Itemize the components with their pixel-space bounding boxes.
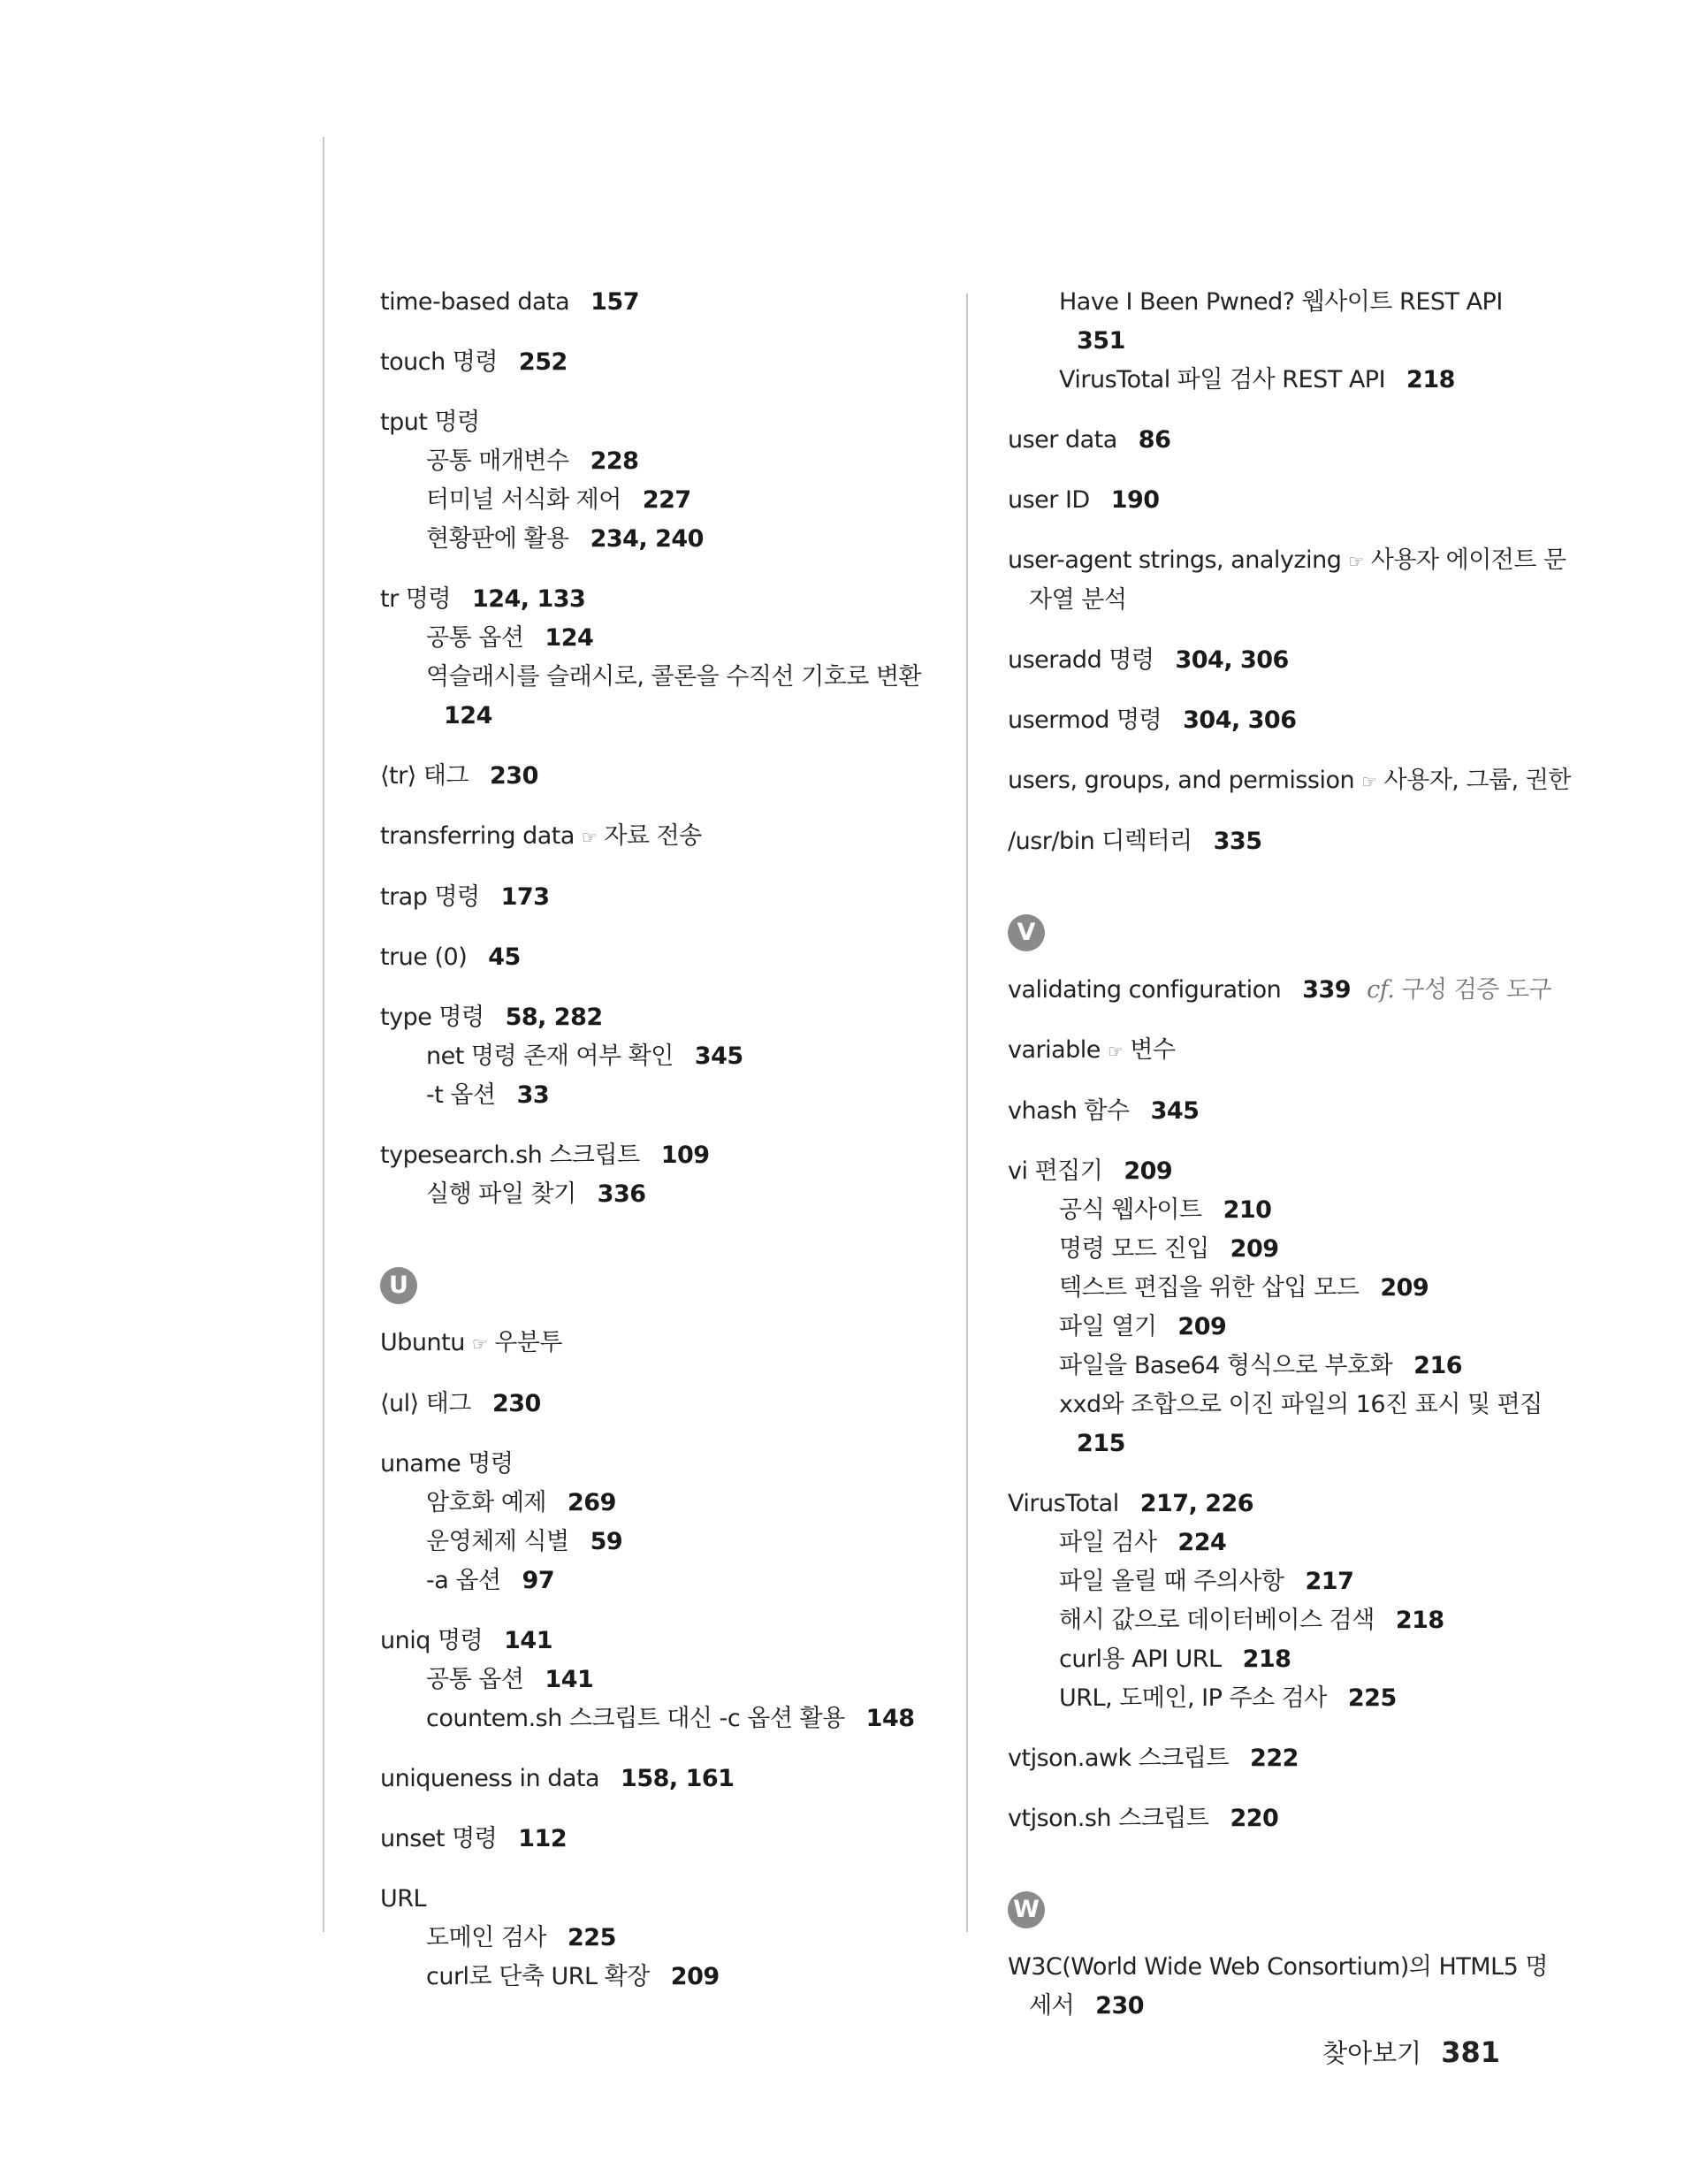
entry-pages: 217, 226: [1139, 1490, 1254, 1517]
sub-entry: [1008, 1523, 1556, 1562]
sub-term: 파일을 Base64 형식으로 부호화: [1059, 1352, 1393, 1379]
index-entry: [1008, 541, 1566, 620]
sub-entry-continuation: [1008, 322, 1556, 361]
entry-term: vi 편집기: [1008, 1157, 1103, 1185]
index-entry: [1008, 701, 1556, 740]
sub-entry: [1008, 361, 1556, 400]
entry-term: user ID: [1008, 486, 1090, 514]
index-column-right: [1008, 283, 1571, 2047]
see-reference: 사용자 에이전트 문: [1370, 546, 1566, 574]
entry-pages: 124, 133: [471, 585, 586, 613]
index-entry: [1008, 421, 1556, 460]
sub-term: 공통 옵션: [426, 1666, 524, 1693]
sub-entry: [380, 1958, 928, 1997]
sub-entry: [380, 520, 928, 559]
index-entry: [380, 343, 928, 382]
entry-term: URL: [380, 1885, 427, 1913]
entry-pages: 230: [1095, 1992, 1145, 2020]
entry-pages: 112: [518, 1825, 568, 1852]
sub-entry: [380, 442, 928, 481]
entry-term: variable: [1008, 1036, 1101, 1064]
footer-label: 찾아보기: [1322, 2038, 1422, 2068]
pointing-hand-icon: ☞: [581, 827, 598, 848]
sub-pages: 351: [1077, 327, 1125, 355]
sub-pages: 97: [522, 1567, 555, 1594]
index-entry: [380, 1820, 928, 1859]
index-entry: [1008, 971, 1556, 1010]
entry-continuation: 자열 분석: [1029, 586, 1127, 614]
left-margin-rule: [323, 137, 324, 1932]
sub-term: -t 옵션: [426, 1081, 496, 1109]
index-column-left: [380, 283, 928, 2018]
entry-pages: 58, 282: [505, 1004, 603, 1031]
sub-pages: 124: [545, 624, 594, 652]
entry-term: tput 명령: [380, 409, 480, 436]
index-entry: [1008, 1948, 1556, 2026]
index-entry: [1008, 1031, 1556, 1071]
see-reference: 사용자, 그룹, 권한: [1383, 767, 1571, 794]
sub-term: 공식 웹사이트: [1059, 1196, 1202, 1224]
entry-term: true (0): [380, 943, 468, 971]
sub-term: 파일 검사: [1059, 1529, 1157, 1556]
sub-entry: [380, 1661, 928, 1699]
sub-pages: 336: [597, 1180, 646, 1208]
index-entry: [1008, 1799, 1556, 1838]
sub-pages: 225: [568, 1924, 616, 1951]
sub-term: 도메인 검사: [426, 1924, 546, 1951]
sub-pages: 124: [444, 702, 492, 729]
sub-pages: 225: [1347, 1684, 1397, 1712]
entry-term: type 명령: [380, 1004, 484, 1031]
index-entry: [380, 878, 928, 917]
entry-pages: 252: [518, 348, 568, 376]
entry-term: vtjson.awk 스크립트: [1008, 1745, 1230, 1772]
index-entry: [380, 1324, 928, 1363]
sub-term: 공통 옵션: [426, 624, 524, 652]
sub-pages: 217: [1305, 1568, 1354, 1595]
sub-term: 실행 파일 찾기: [426, 1180, 576, 1208]
sub-pages: 209: [1380, 1274, 1429, 1302]
sub-term: 해시 값으로 데이터베이스 검색: [1059, 1607, 1375, 1634]
column-divider: [966, 294, 968, 1932]
entry-pages: 190: [1110, 486, 1160, 514]
index-entry: [1008, 1485, 1556, 1718]
compare-reference: [1367, 976, 1551, 1004]
sub-entry: [1008, 1386, 1556, 1424]
index-entry: [380, 1880, 928, 1997]
sub-pages: 216: [1413, 1352, 1463, 1379]
sub-pages: 209: [1177, 1313, 1227, 1340]
sub-entry: [1008, 1230, 1556, 1269]
sub-pages: 345: [694, 1042, 743, 1070]
page-footer: [1322, 2034, 1500, 2070]
sub-entry: [380, 1562, 928, 1600]
sub-term: curl용 API URL: [1059, 1646, 1222, 1673]
index-entry: [1008, 822, 1556, 861]
page-number: 381: [1441, 2035, 1500, 2069]
entry-continuation: [1008, 1987, 1556, 2026]
sub-pages: 269: [568, 1489, 616, 1516]
sub-pages: 224: [1177, 1529, 1227, 1556]
entry-term: time-based data: [380, 288, 570, 316]
sub-term: 텍스트 편집을 위한 삽입 모드: [1059, 1274, 1360, 1302]
entry-term: uniqueness in data: [380, 1765, 600, 1792]
sub-entry: [1008, 283, 1556, 322]
entry-term: user data: [1008, 426, 1117, 454]
sub-entry: [1008, 1347, 1556, 1386]
entry-term: trap 명령: [380, 883, 480, 911]
entry-term: usermod 명령: [1008, 706, 1162, 734]
entry-term: vtjson.sh 스크립트: [1008, 1805, 1209, 1832]
pointing-hand-icon: ☞: [1348, 551, 1364, 572]
entry-pages: 230: [490, 762, 538, 790]
section-letter-badge: V: [1008, 914, 1045, 951]
sub-term: countem.sh 스크립트 대신 -c 옵션 활용: [426, 1705, 845, 1732]
sub-term: -a 옵션: [426, 1567, 501, 1594]
sub-entry: [1008, 1640, 1556, 1679]
entry-term: typesearch.sh 스크립트: [380, 1142, 640, 1169]
index-entry: [380, 817, 928, 857]
entry-pages: 173: [500, 883, 550, 911]
sub-pages: 228: [590, 447, 639, 475]
sub-pages: 148: [865, 1705, 915, 1732]
sub-pages: 209: [1230, 1235, 1279, 1263]
entry-pages: 158, 161: [621, 1765, 735, 1792]
entry-term-continuation: 세서: [1029, 1992, 1075, 2020]
entry-pages: 45: [488, 943, 521, 971]
sub-entry: [380, 1523, 928, 1562]
sub-entry: [380, 1919, 928, 1958]
index-entry: [380, 283, 928, 322]
entry-term: touch 명령: [380, 348, 498, 376]
entry-term: VirusTotal: [1008, 1490, 1119, 1517]
sub-entry-continuation: [380, 697, 928, 736]
sub-entry: [380, 1699, 928, 1738]
index-entry: [380, 1445, 928, 1600]
sub-term: net 명령 존재 여부 확인: [426, 1042, 674, 1070]
index-entry: [1008, 1152, 1556, 1463]
entry-pages: 339: [1302, 976, 1352, 1004]
sub-term: 운영체제 식별: [426, 1528, 569, 1555]
sub-entry: [380, 1484, 928, 1523]
sub-term: 현황판에 활용: [426, 525, 569, 553]
sub-term: 공통 매개변수: [426, 447, 569, 475]
index-entry: [380, 1622, 928, 1738]
sub-pages: 227: [642, 486, 691, 514]
sub-entry: [380, 1175, 928, 1214]
entry-term: tr 명령: [380, 585, 451, 613]
sub-term: curl로 단축 URL 확장: [426, 1963, 650, 1990]
sub-entry: [1008, 1191, 1556, 1230]
index-entry: [1008, 1092, 1556, 1131]
sub-entry-continuation: [1008, 1424, 1556, 1463]
entry-term: users, groups, and permission: [1008, 767, 1355, 794]
index-entry-continued: [1008, 283, 1556, 400]
entry-pages: 109: [660, 1142, 710, 1169]
index-entry: [380, 1385, 928, 1424]
cf-text: 구성 검증 도구: [1401, 976, 1552, 1004]
index-entry: [1008, 1739, 1556, 1778]
sub-pages: 215: [1077, 1430, 1125, 1457]
index-entry: [380, 403, 928, 559]
entry-pages: 222: [1250, 1745, 1299, 1772]
sub-entry: [1008, 1601, 1556, 1640]
sub-pages: 141: [545, 1666, 594, 1693]
sub-entry: [380, 619, 928, 658]
sub-pages: 59: [590, 1528, 623, 1555]
entry-pages: 304, 306: [1183, 706, 1297, 734]
sub-pages: 218: [1406, 366, 1455, 393]
sub-entry: [1008, 1562, 1556, 1601]
entry-term: validating configuration: [1008, 976, 1282, 1004]
pointing-hand-icon: ☞: [1361, 771, 1377, 792]
section-letter-badge: U: [380, 1267, 417, 1304]
entry-term: vhash 함수: [1008, 1097, 1130, 1125]
entry-term: W3C(World Wide Web Consortium)의 HTML5 명: [1008, 1953, 1548, 1981]
sub-term: Have I Been Pwned? 웹사이트 REST API: [1059, 288, 1503, 316]
entry-term: uniq 명령: [380, 1627, 484, 1654]
sub-term: 역슬래시를 슬래시로, 콜론을 수직선 기호로 변환: [426, 663, 922, 691]
sub-entry: [380, 1076, 928, 1115]
see-reference: 우분투: [494, 1329, 563, 1356]
see-reference: 자료 전송: [604, 822, 702, 850]
index-entry: [1008, 761, 1571, 801]
index-entry: [380, 938, 928, 977]
entry-term: /usr/bin 디렉터리: [1008, 828, 1192, 855]
entry-term: transferring data: [380, 822, 575, 850]
sub-term: 명령 모드 진입: [1059, 1235, 1209, 1263]
sub-entry: [1008, 1269, 1556, 1308]
section-letter-badge: W: [1008, 1891, 1045, 1928]
index-entry: [1008, 641, 1556, 680]
entry-term: user-agent strings, analyzing: [1008, 546, 1342, 574]
entry-term: uname 명령: [380, 1450, 514, 1478]
entry-pages: 345: [1150, 1097, 1200, 1125]
sub-term: URL, 도메인, IP 주소 검사: [1059, 1684, 1327, 1712]
entry-term: ⟨tr⟩ 태그: [380, 762, 469, 790]
entry-term: ⟨ul⟩ 태그: [380, 1390, 471, 1417]
see-reference: 변수: [1130, 1036, 1176, 1064]
entry-pages: 304, 306: [1175, 646, 1289, 674]
entry-term: Ubuntu: [380, 1329, 465, 1356]
entry-pages: 157: [590, 288, 640, 316]
index-entry: [380, 998, 928, 1115]
entry-term: unset 명령: [380, 1825, 498, 1852]
sub-entry: [380, 658, 928, 697]
sub-pages: 218: [1242, 1646, 1291, 1673]
cf-label: cf.: [1367, 976, 1395, 1004]
sub-pages: 209: [670, 1963, 720, 1990]
sub-pages: 234, 240: [590, 525, 704, 553]
sub-entry: [380, 1037, 928, 1076]
sub-term: 암호화 예제: [426, 1489, 546, 1516]
entry-pages: 86: [1138, 426, 1171, 454]
entry-pages: 220: [1230, 1805, 1279, 1832]
sub-pages: 210: [1223, 1196, 1272, 1224]
index-entry: [380, 757, 928, 796]
sub-pages: 33: [516, 1081, 550, 1109]
sub-pages: 218: [1395, 1607, 1444, 1634]
sub-entry: [380, 481, 928, 520]
sub-term: 파일 올릴 때 주의사항: [1059, 1568, 1284, 1595]
index-entry: [380, 580, 928, 736]
sub-term: xxd와 조합으로 이진 파일의 16진 표시 및 편집: [1059, 1391, 1543, 1418]
index-entry: [380, 1136, 928, 1214]
entry-pages: 141: [504, 1627, 552, 1654]
pointing-hand-icon: ☞: [471, 1333, 488, 1355]
sub-term: 파일 열기: [1059, 1313, 1157, 1340]
index-entry: [1008, 481, 1556, 520]
entry-term: useradd 명령: [1008, 646, 1154, 674]
index-entry: [380, 1760, 928, 1798]
pointing-hand-icon: ☞: [1107, 1041, 1124, 1062]
sub-term: 터미널 서식화 제어: [426, 486, 621, 514]
entry-pages: 209: [1124, 1157, 1173, 1185]
sub-entry: [1008, 1679, 1556, 1718]
sub-term: VirusTotal 파일 검사 REST API: [1059, 366, 1386, 393]
entry-pages: 335: [1213, 828, 1262, 855]
sub-entry: [1008, 1308, 1556, 1347]
entry-pages: 230: [491, 1390, 541, 1417]
